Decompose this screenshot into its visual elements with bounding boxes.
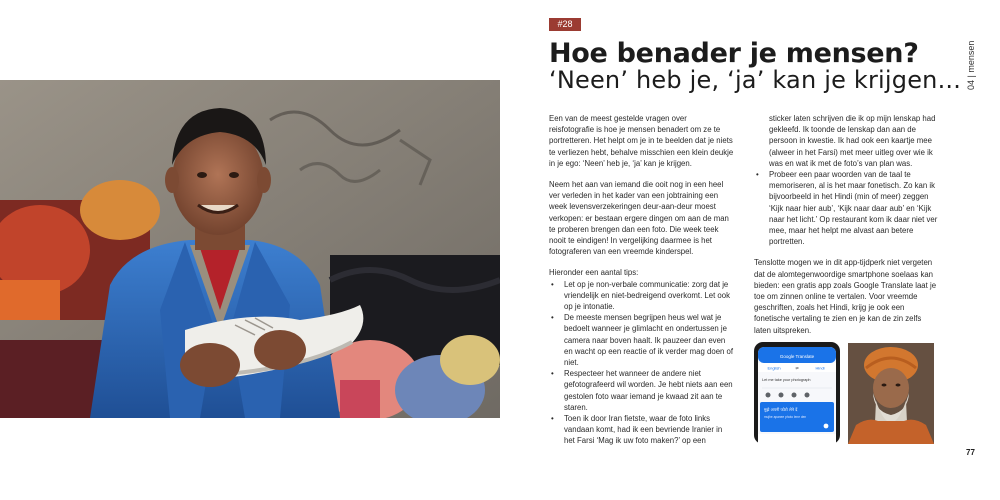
language-from: English bbox=[767, 365, 781, 371]
tips-list-continued bbox=[754, 169, 940, 247]
output-transliteration: mujhe apanee photo lene den bbox=[764, 415, 807, 419]
camera-icon bbox=[766, 393, 771, 398]
paragraph: Een van de meest gestelde vragen over reisfotografie is hoe je mensen benadert om ze te portretteren. Het helpt om je in te beelden dat je niets te verliezen hebt, behalve misschien een klein deukje in je ego: ‘Neen’ heb je, ‘ja’ kan je krijgen. bbox=[549, 114, 734, 168]
speaker-icon bbox=[824, 424, 829, 429]
list-item: • Let op je non-verbale communicatie: zorg dat je vriendelijk en niet-bedreigend overkomt. Let ook op je intonatie. bbox=[549, 279, 734, 313]
language-to: Hindi bbox=[815, 365, 825, 371]
voice-icon bbox=[805, 393, 810, 398]
handwriting-icon bbox=[779, 393, 784, 398]
paragraph: Tenslotte mogen we in dit app-tijdperk niet vergeten dat de alomtegenwoordige smartphone soelaas kan bieden: een gratis app zoals Google Translate laat je toe om zinnen online te vertalen. Voor vreemde geschriften, zoals het Hindi, krijg je ook een fonetische vertaling te zien en je kan de zin zelfs laten uitspreken. bbox=[754, 258, 937, 335]
input-text: Let me take your photograph bbox=[762, 378, 811, 382]
app-title: Google Translate bbox=[779, 354, 815, 359]
swap-languages-icon: ⇄ bbox=[795, 365, 799, 371]
page-subtitle: ‘Neen’ heb je, ‘ja’ kan je krijgen... bbox=[549, 66, 962, 94]
conversation-icon bbox=[792, 393, 797, 398]
list-item: • De meeste mensen begrijpen heus wel wat je bedoelt wanneer je glimlacht en ondertussen je camera naar boven haalt. Ik pauzeer dan even en wacht op een reactie of ik verder mag doen of niet. bbox=[549, 312, 734, 368]
list-item: • Toen ik door Iran fietste, waar de foto links vandaan komt, had ik een bevriende Iranier in het Farsi ‘Mag ik uw foto maken?’ op een bbox=[549, 413, 734, 447]
page-title: Hoe benader je mensen? bbox=[549, 38, 919, 69]
page-number: 77 bbox=[966, 448, 975, 457]
text-column-left bbox=[549, 113, 734, 447]
hero-photo bbox=[0, 80, 500, 418]
text-column-right bbox=[754, 113, 940, 346]
tips-intro: Hieronder een aantal tips: bbox=[549, 268, 639, 278]
chapter-tag: #28 bbox=[549, 18, 581, 31]
chapter-side-label bbox=[966, 38, 980, 98]
chapter-side-label-text: 04 | mensen bbox=[966, 40, 976, 90]
list-item: • Respecteer het wanneer de andere niet gefotografeerd wil worden. Je hebt niets aan een gestolen foto waar iemand je kwaad zit aan te staren. bbox=[549, 368, 734, 413]
paragraph-continuation: sticker laten schrijven die ik op mijn lenskap had gekleefd. Ik toonde de lenskap dan aan de persoon in kwestie. Ik had ook een kaartje mee (alweer in het Farsi) met meer uitleg over wie ik was en wat ik met de foto’s van plan was. bbox=[769, 114, 936, 168]
smartphone-image bbox=[754, 342, 840, 444]
list-item: • Probeer een paar woorden van de taal te memoriseren, al is het maar fonetisch. Zo kan ik bijvoorbeeld in het Hindi (min of meer) zeggen ‘Kijk naar hier aub’, ‘Kijk naar daar aub’ en ‘Kijk naar het licht.’ Op restaurant kom ik daar niet ver mee, maar het helpt me alvast aan betere portretten. bbox=[754, 169, 940, 247]
tips-list bbox=[549, 279, 734, 447]
man-with-shoe-photo bbox=[0, 80, 500, 418]
phone-translate-illustration bbox=[754, 342, 840, 444]
paragraph: Neem het aan van iemand die ooit nog in een heel ver verleden in het kader van een jobtraining een week levensverzekeringen deur-aan-deur moest verkopen: er bestaan ergere dingen om aan de man te proberen brengen dan een foto. Die week teek nooit te eindigen! In vergelijking daarmee is het fotograferen van een vreemde kinderspel. bbox=[549, 180, 729, 257]
output-text: मुझे अपनी फोटो लेने दें bbox=[764, 407, 798, 412]
sadhu-illustration bbox=[848, 343, 934, 444]
sadhu-portrait-photo bbox=[848, 343, 934, 444]
